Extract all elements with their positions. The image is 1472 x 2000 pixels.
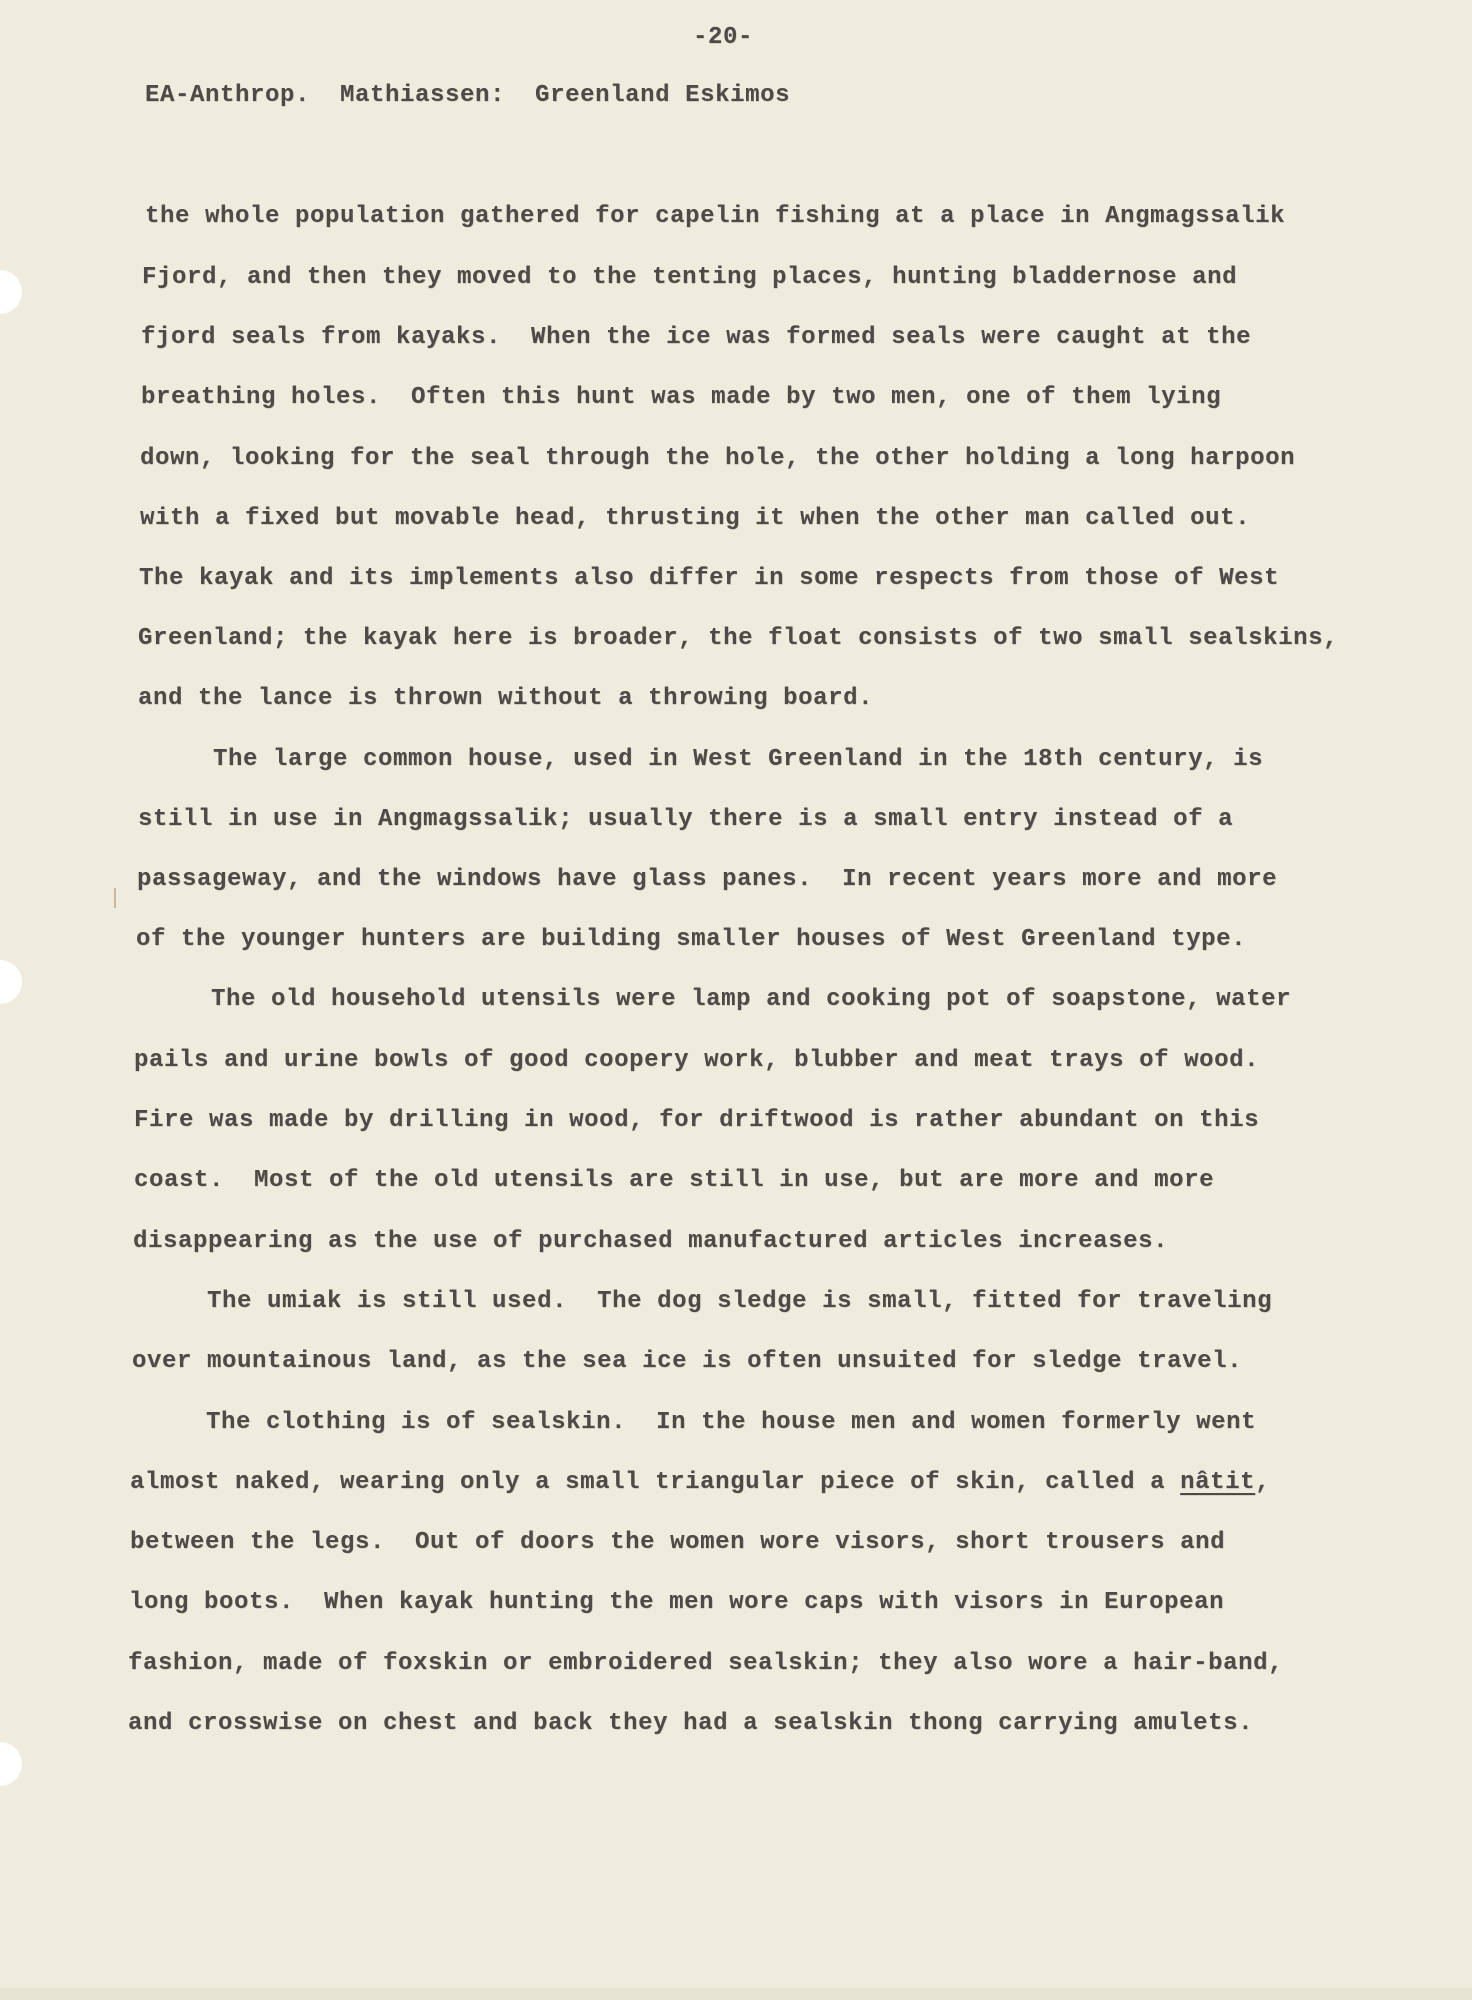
text-line: fashion, made of foxskin or embroidered sealskin; they also wore a hair-band, [128, 1650, 1284, 1677]
text-line: disappearing as the use of purchased manufactured articles increases. [133, 1228, 1169, 1255]
text-line: The large common house, used in West Greenland in the 18th century, is [138, 746, 1264, 773]
running-header: EA-Anthrop. Mathiassen: Greenland Eskimos [145, 82, 791, 109]
page-number: -20- [693, 24, 754, 51]
text-line [130, 1469, 1270, 1496]
text-line: of the younger hunters are building smaller houses of West Greenland type. [136, 926, 1247, 953]
text-line: Fire was made by drilling in wood, for driftwood is rather abundant on this [134, 1107, 1260, 1134]
underlined-term: nâtit [1180, 1469, 1256, 1496]
text-line: passageway, and the windows have glass panes. In recent years more and more [137, 866, 1278, 893]
text-line: pails and urine bowls of good coopery work, blubber and meat trays of wood. [134, 1047, 1260, 1074]
text-line: over mountainous land, as the sea ice is often unsuited for sledge travel. [132, 1348, 1243, 1375]
page-bottom-edge [0, 1988, 1472, 2000]
text-line: breathing holes. Often this hunt was made by two men, one of them lying [141, 384, 1222, 411]
text-line: between the legs. Out of doors the women wore visors, short trousers and [130, 1529, 1226, 1556]
text-line: The old household utensils were lamp and cooking pot of soapstone, water [136, 986, 1292, 1013]
text-segment: , [1255, 1469, 1271, 1496]
binder-hole [0, 270, 22, 314]
text-line: coast. Most of the old utensils are still in use, but are more and more [134, 1167, 1215, 1194]
binder-hole [0, 960, 22, 1004]
text-segment: almost naked, wearing only a small triangular piece of skin, called a [130, 1469, 1181, 1496]
binder-hole [0, 1742, 22, 1786]
text-line: still in use in Angmagssalik; usually there is a small entry instead of a [138, 806, 1234, 833]
text-line: Fjord, and then they moved to the tenting places, hunting bladdernose and [142, 264, 1238, 291]
text-line: The umiak is still used. The dog sledge is small, fitted for traveling [132, 1288, 1273, 1315]
margin-mark [114, 888, 116, 908]
text-line: Greenland; the kayak here is broader, the float consists of two small sealskins, [138, 625, 1339, 652]
text-line: the whole population gathered for capelin fishing at a place in Angmagssalik [145, 203, 1286, 230]
text-line: with a fixed but movable head, thrusting it when the other man called out. [140, 505, 1251, 532]
text-line: The kayak and its implements also differ in some respects from those of West [139, 565, 1280, 592]
text-line: and the lance is thrown without a throwing board. [138, 685, 874, 712]
text-line: The clothing is of sealskin. In the house men and women formerly went [131, 1409, 1257, 1436]
text-line: fjord seals from kayaks. When the ice was formed seals were caught at the [141, 324, 1252, 351]
text-line: long boots. When kayak hunting the men wore caps with visors in European [129, 1589, 1225, 1616]
text-line: and crosswise on chest and back they had a sealskin thong carrying amulets. [128, 1710, 1254, 1737]
text-line: down, looking for the seal through the hole, the other holding a long harpoon [140, 445, 1296, 472]
